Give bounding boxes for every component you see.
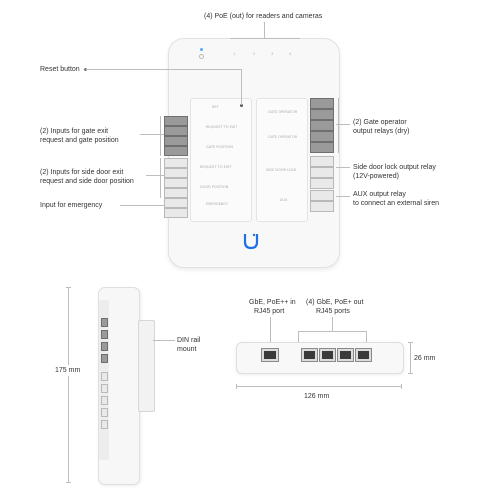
depth-dim-tick-bottom xyxy=(408,373,413,374)
side-relay-label: (12V-powered) xyxy=(353,173,399,180)
side-relay-terminal xyxy=(310,167,334,178)
side-terminal xyxy=(101,408,108,417)
poe-port-mark: 4 xyxy=(289,52,292,56)
gate-relays-label: (2) Gate operator xyxy=(353,119,407,126)
device-text: RST xyxy=(212,105,219,109)
width-dim-tick-right xyxy=(401,384,402,389)
side-input-terminal xyxy=(164,168,188,178)
poe-port-mark: 3 xyxy=(271,52,274,56)
gate-relays-label: output relays (dry) xyxy=(353,128,410,135)
gate-inputs-label: (2) Inputs for gate exit xyxy=(40,128,109,135)
din-rail-label: mount xyxy=(177,346,197,353)
ubiquiti-logo-icon xyxy=(241,232,261,255)
poe-leader-line xyxy=(264,22,265,38)
gbe-out-leader xyxy=(332,317,333,331)
height-dim-line xyxy=(68,287,69,483)
side-relay-terminal xyxy=(310,178,334,189)
reset-leader-drop xyxy=(241,69,242,105)
height-dim-tick-top xyxy=(66,287,71,288)
side-input-terminal xyxy=(164,178,188,188)
side-terminal xyxy=(101,342,108,351)
device-text: REQUEST TO EXIT xyxy=(206,125,238,129)
din-rail-clip xyxy=(138,320,155,412)
depth-dim-line xyxy=(410,342,411,374)
aux-relay-label: AUX output relay xyxy=(353,191,406,198)
gate-inputs-bracket xyxy=(160,116,161,156)
aux-relay-terminal xyxy=(310,201,334,212)
side-inputs-bracket xyxy=(160,158,161,198)
device-text: GATE OPERATOR xyxy=(268,110,298,114)
side-relay-label: Side door lock output relay xyxy=(353,164,436,171)
side-terminal xyxy=(101,384,108,393)
aux-relay-leader xyxy=(336,196,350,197)
side-inputs-label: request and side door position xyxy=(40,178,134,185)
din-rail-leader xyxy=(153,340,175,341)
poe-bracket-line xyxy=(230,38,300,39)
width-dim-label: 126 mm xyxy=(304,393,330,400)
device-text: SIDE DOOR LOCK xyxy=(266,168,297,172)
side-terminal xyxy=(101,372,108,381)
gbe-out-label: RJ45 ports xyxy=(316,308,350,315)
side-input-terminal xyxy=(164,158,188,168)
poe-out-port-socket xyxy=(304,351,315,359)
emergency-input-terminal xyxy=(164,198,188,208)
width-dim-line xyxy=(236,386,402,387)
gbe-in-label: GbE, PoE++ in xyxy=(249,299,296,306)
emergency-input-terminal xyxy=(164,208,188,218)
side-terminal xyxy=(101,420,108,429)
right-inner-panel xyxy=(256,98,308,222)
poe-in-port-socket xyxy=(264,351,276,359)
gate-input-terminal xyxy=(164,126,188,136)
poe-out-port-socket xyxy=(322,351,333,359)
power-icon xyxy=(199,54,204,59)
aux-relay-label: to connect an external siren xyxy=(353,200,439,207)
gate-input-terminal xyxy=(164,136,188,146)
device-text: REQUEST TO EXIT xyxy=(200,165,232,169)
poe-out-port-socket xyxy=(358,351,369,359)
poe-port-mark: 2 xyxy=(253,52,256,56)
device-text: GATE POSITION xyxy=(206,145,233,149)
height-dim-label: 175 mm xyxy=(55,367,81,374)
emergency-label: Input for emergency xyxy=(40,202,103,209)
gate-inputs-label: request and gate position xyxy=(40,137,119,144)
depth-dim-label: 26 mm xyxy=(414,355,436,362)
device-text: AUX xyxy=(280,198,288,202)
gbe-out-label: (4) GbE, PoE+ out xyxy=(306,299,364,306)
aux-relay-terminal xyxy=(310,190,334,201)
height-dim-tick-bottom xyxy=(66,482,71,483)
gate-input-terminal xyxy=(164,116,188,126)
status-led xyxy=(200,48,203,51)
gate-relays-bracket xyxy=(338,98,339,153)
gbe-out-bracket xyxy=(298,331,366,332)
side-terminal xyxy=(101,396,108,405)
side-terminal xyxy=(101,330,108,339)
gate-input-terminal xyxy=(164,146,188,156)
reset-leader-line xyxy=(86,69,242,70)
side-relay-terminal xyxy=(310,156,334,167)
gbe-in-label: RJ45 port xyxy=(254,308,285,315)
side-inputs-label: (2) Inputs for side door exit xyxy=(40,169,124,176)
gate-relay-terminal xyxy=(310,142,334,153)
depth-dim-tick-top xyxy=(408,342,413,343)
device-text: DOOR POSITION xyxy=(200,185,229,189)
gate-relay-terminal xyxy=(310,98,334,109)
side-terminal xyxy=(101,318,108,327)
side-input-terminal xyxy=(164,188,188,198)
gate-relay-terminal xyxy=(310,109,334,120)
side-inputs-leader xyxy=(146,175,164,176)
side-terminal xyxy=(101,354,108,363)
poe-out-port-socket xyxy=(340,351,351,359)
emergency-leader xyxy=(120,205,164,206)
gate-relay-terminal xyxy=(310,131,334,142)
device-text: GATE OPERATOR xyxy=(268,135,298,139)
poe-out-label: (4) PoE (out) for readers and cameras xyxy=(204,13,323,20)
side-relay-leader xyxy=(336,167,350,168)
width-dim-tick-left xyxy=(236,384,237,389)
din-rail-label: DIN rail xyxy=(177,337,201,344)
device-text: EMERGENCY xyxy=(206,202,228,206)
reset-button-label: Reset button xyxy=(40,66,80,73)
gate-relay-terminal xyxy=(310,120,334,131)
poe-port-mark: 1 xyxy=(233,52,236,56)
